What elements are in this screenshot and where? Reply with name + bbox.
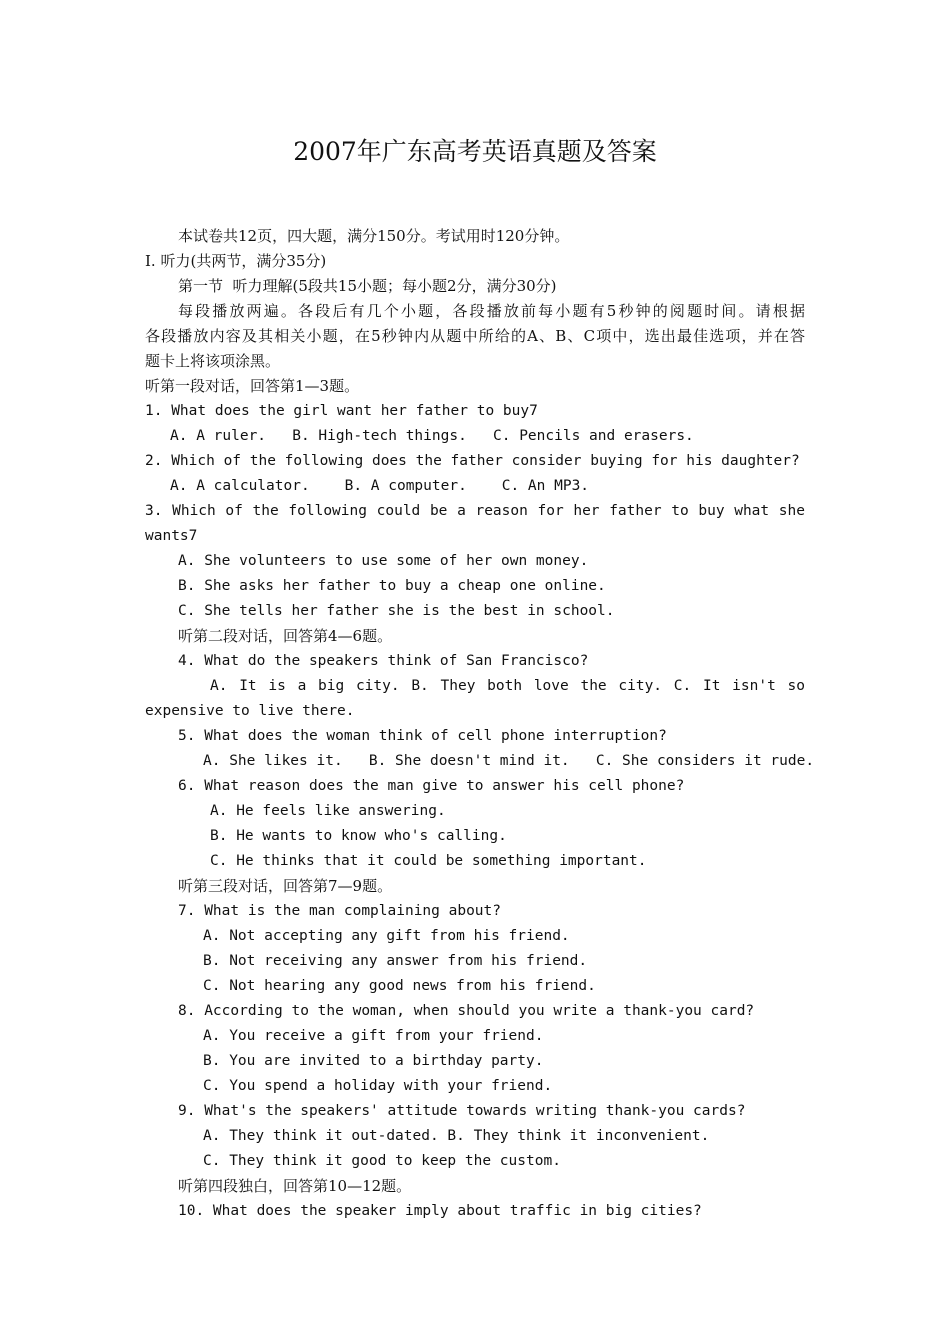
question-7: 7. What is the man complaining about? — [178, 903, 502, 919]
exam-intro: 本试卷共12页，四大题，满分150分。考试用时120分钟。 — [178, 227, 570, 245]
document-title: 2007年广东高考英语真题及答案 — [293, 137, 657, 166]
dialog3-heading: 听第三段对话，回答第7—9题。 — [178, 877, 393, 895]
question-1: 1. What does the girl want her father to buy7 — [145, 403, 538, 419]
instructions-line-2: 各段播放内容及其相关小题，在5秒钟内从题中所给的A、B、C项中，选出最佳选项，并在答 — [145, 327, 805, 345]
instructions-line-1: 每段播放两遍。各段后有几个小题，各段播放前每小题有5秒钟的阅题时间。请根据 — [178, 302, 805, 320]
question-8-option-c: C. You spend a holiday with your friend. — [203, 1078, 553, 1094]
question-8-option-a: A. You receive a gift from your friend. — [203, 1028, 544, 1044]
question-1-options: A. A ruler. B. High-tech things. C. Pencils and erasers. — [170, 428, 694, 444]
question-9-option-c: C. They think it good to keep the custom. — [203, 1153, 561, 1169]
part1-heading: I. 听力(共两节，满分35分) — [145, 252, 327, 270]
question-3-option-a: A. She volunteers to use some of her own money. — [178, 553, 589, 569]
question-3-line-2: wants7 — [145, 528, 198, 544]
question-6-option-c: C. He thinks that it could be something important. — [210, 853, 647, 869]
monologue4-heading: 听第四段独白，回答第10—12题。 — [178, 1177, 412, 1195]
question-5: 5. What does the woman think of cell phone interruption? — [178, 728, 667, 744]
question-10: 10. What does the speaker imply about traffic in big cities? — [178, 1203, 702, 1219]
section1-heading: 第一节 听力理解(5段共15小题；每小题2分，满分30分) — [178, 277, 557, 295]
question-5-options: A. She likes it. B. She doesn't mind it. C. She considers it rude. — [203, 753, 815, 769]
question-8-option-b: B. You are invited to a birthday party. — [203, 1053, 544, 1069]
question-2: 2. Which of the following does the father consider buying for his daughter? — [145, 453, 800, 469]
question-7-option-b: B. Not receiving any answer from his friend. — [203, 953, 588, 969]
question-6-option-b: B. He wants to know who's calling. — [210, 828, 507, 844]
question-8: 8. According to the woman, when should you write a thank-you card? — [178, 1003, 755, 1019]
question-3-option-c: C. She tells her father she is the best in school. — [178, 603, 615, 619]
question-4: 4. What do the speakers think of San Francisco? — [178, 653, 589, 669]
dialog2-heading: 听第二段对话，回答第4—6题。 — [178, 627, 393, 645]
question-2-options: A. A calculator. B. A computer. C. An MP3. — [170, 478, 590, 494]
question-6: 6. What reason does the man give to answer his cell phone? — [178, 778, 685, 794]
question-6-option-a: A. He feels like answering. — [210, 803, 446, 819]
question-4-options-line-2: expensive to live there. — [145, 703, 355, 719]
question-3-line-1: 3. Which of the following could be a reason for her father to buy what she — [145, 503, 805, 519]
dialog1-heading: 听第一段对话，回答第1—3题。 — [145, 377, 360, 395]
question-7-option-a: A. Not accepting any gift from his friend. — [203, 928, 570, 944]
question-7-option-c: C. Not hearing any good news from his friend. — [203, 978, 596, 994]
question-9-options-ab: A. They think it out-dated. B. They think it inconvenient. — [203, 1128, 710, 1144]
question-9: 9. What's the speakers' attitude towards writing thank-you cards? — [178, 1103, 746, 1119]
instructions-line-3: 题卡上将该项涂黑。 — [145, 352, 281, 370]
question-3-option-b: B. She asks her father to buy a cheap one online. — [178, 578, 606, 594]
question-4-options-line-1: A. It is a big city. B. They both love the city. C. It isn't so — [210, 678, 805, 694]
